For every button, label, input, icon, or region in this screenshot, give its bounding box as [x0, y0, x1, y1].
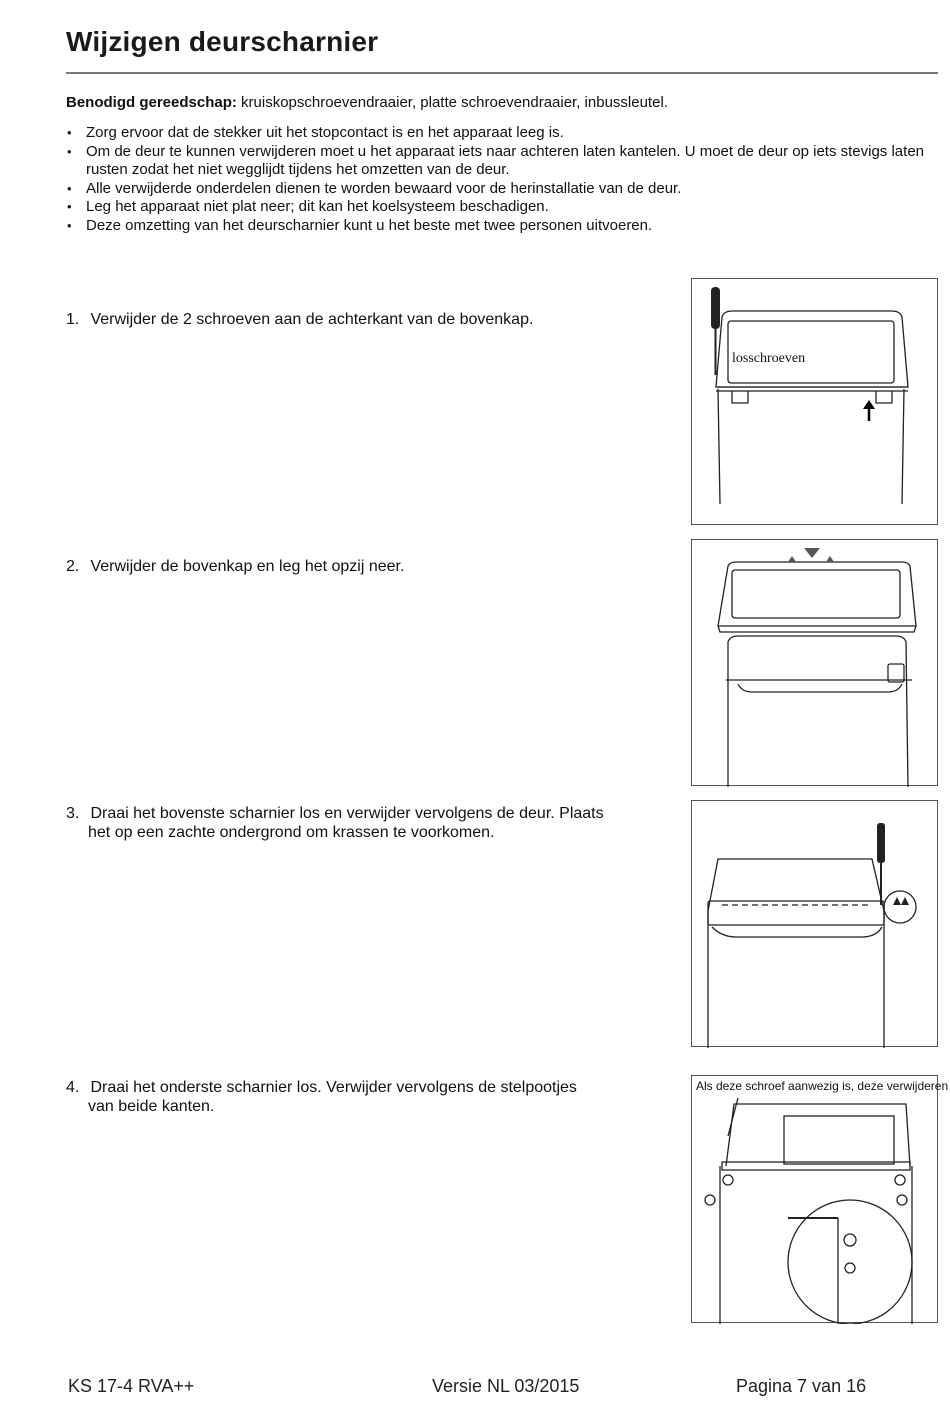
step-number: 1.	[66, 311, 80, 328]
step-3-text	[66, 805, 666, 842]
figure-step-4	[691, 1075, 949, 1323]
step-line: Draai het onderste scharnier los. Verwijder vervolgens de stelpootjes	[90, 1079, 577, 1096]
title-divider	[66, 72, 938, 74]
arrow-up-icon	[788, 548, 834, 562]
tools-value: kruiskopschroevendraaier, platte schroevendraaier, inbussleutel.	[236, 94, 668, 111]
arrow-up-icon	[863, 400, 875, 421]
step-2-text	[66, 558, 666, 577]
footer-page-number: Pagina 7 van 16	[736, 1376, 867, 1396]
fridge-remove-topcover-illustration	[692, 540, 939, 787]
figure-step-3	[691, 800, 938, 1047]
footer-version: Versie NL 03/2015	[432, 1376, 580, 1396]
step-line: het op een zachte ondergrond om krassen te voorkomen.	[88, 823, 495, 841]
bullet-item: • Deze omzetting van het deurscharnier kunt u het beste met twee personen uitvoeren.	[66, 217, 926, 236]
page-title: Wijzigen deurscharnier	[66, 26, 379, 57]
bullet-item: • Zorg ervoor dat de stekker uit het stopcontact is en het apparaat leeg is.	[66, 124, 926, 143]
fridge-upper-hinge-illustration	[692, 801, 939, 1048]
arrow-up-icon	[893, 897, 909, 905]
fridge-lower-hinge-illustration	[692, 1076, 939, 1324]
bullet-item: • Leg het apparaat niet plat neer; dit kan het koelsysteem beschadigen.	[66, 198, 926, 217]
bullet-item: • Alle verwijderde onderdelen dienen te worden bewaard voor de herinstallatie van de deur.	[66, 180, 926, 199]
screwdriver-icon	[877, 823, 885, 905]
step-4-text	[66, 1079, 666, 1116]
step-number: 2.	[66, 558, 80, 575]
figure-caption-screw: Als deze schroef aanwezig is, deze verwijderen	[696, 1079, 949, 1093]
figure-step-2	[691, 539, 938, 786]
figure-step-1	[691, 278, 938, 525]
step-number: 3.	[66, 805, 80, 822]
bullet-item: • Om de deur te kunnen verwijderen moet u het apparaat iets naar achteren laten kantelen. U moet de deur op iets stevigs laten rusten zodat het niet wegglijdt tijdens het omzetten van de deur.	[66, 143, 926, 180]
step-1-text	[66, 311, 666, 330]
step-line: Verwijder de bovenkap en leg het opzij neer.	[90, 558, 405, 575]
tools-label: Benodigd gereedschap:	[66, 94, 237, 111]
step-line: Verwijder de 2 schroeven aan de achterkant van de bovenkap.	[90, 311, 534, 328]
step-number: 4.	[66, 1079, 80, 1096]
step-line: van beide kanten.	[88, 1097, 215, 1115]
step-line: Draai het bovenste scharnier los en verwijder vervolgens de deur. Plaats	[90, 805, 604, 822]
fridge-top-screws-illustration	[692, 279, 939, 526]
safety-bullet-list	[66, 124, 926, 235]
footer-model: KS 17-4 RVA++	[68, 1376, 195, 1396]
tools-line	[66, 94, 668, 111]
figure-note-loosen: losschroeven	[732, 351, 806, 366]
